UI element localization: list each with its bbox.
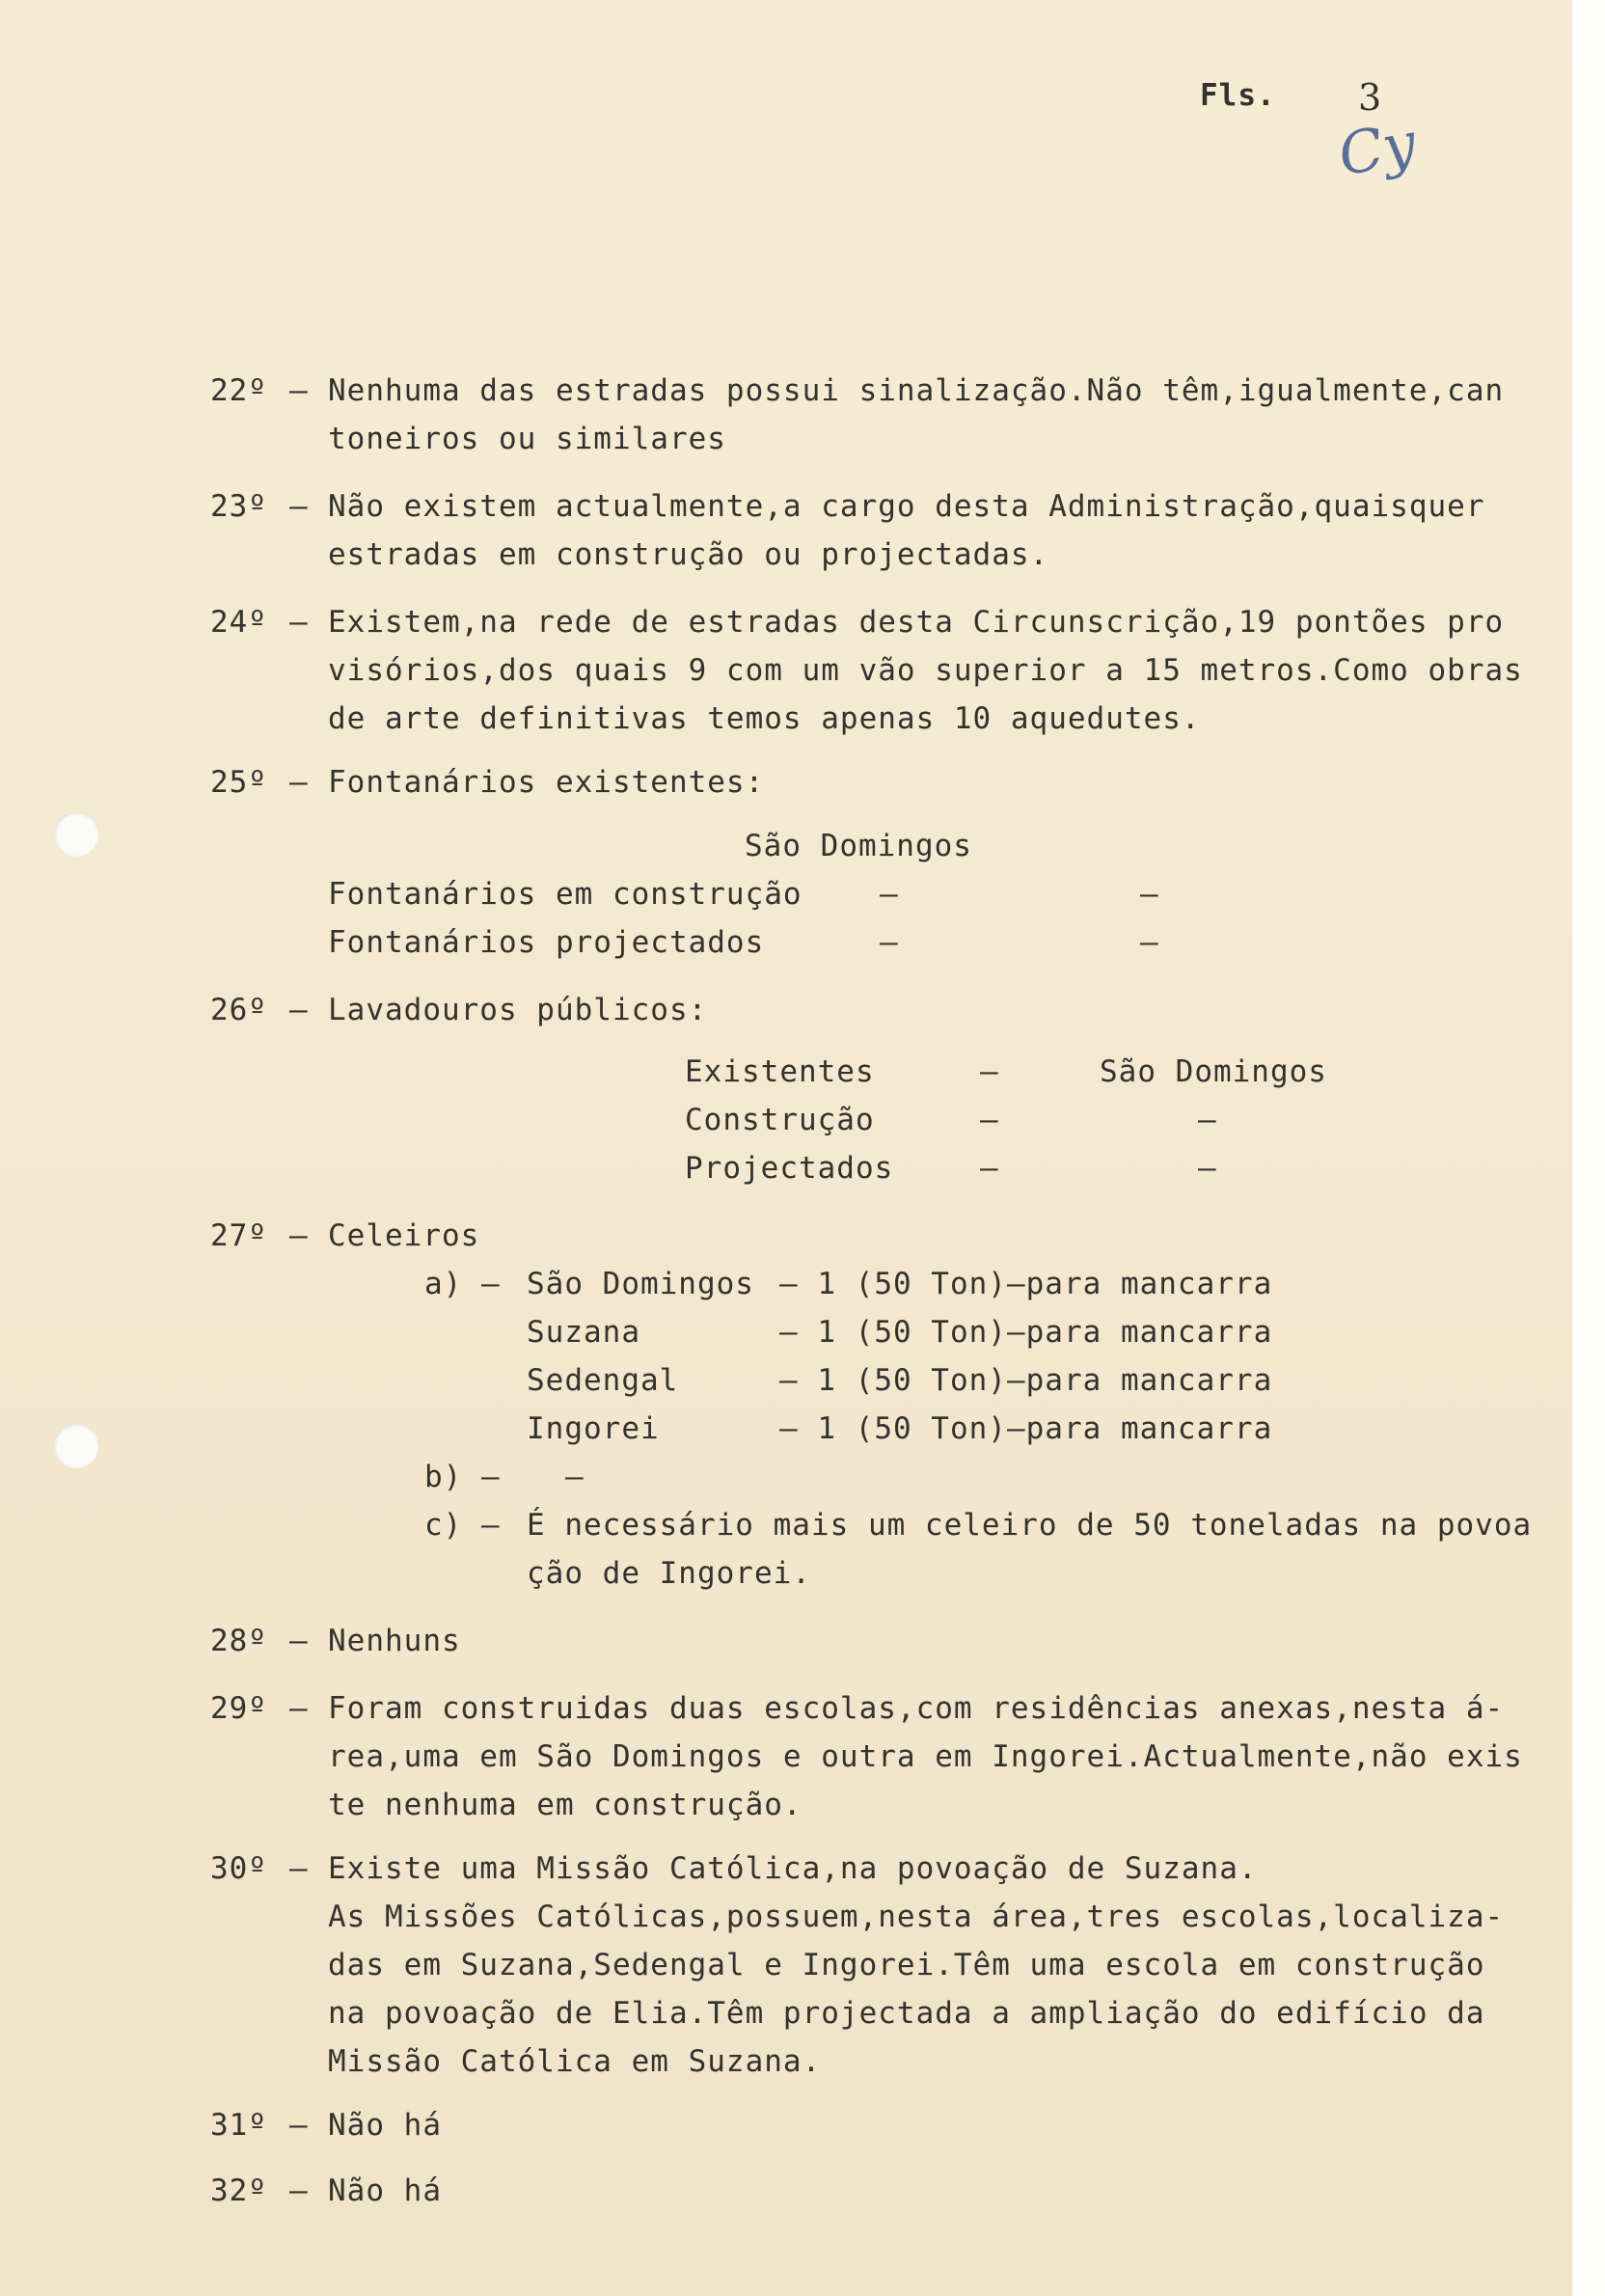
text-line: toneiros ou similares	[328, 422, 726, 456]
item-23-text	[328, 482, 1605, 579]
item-number: 23º	[210, 489, 267, 524]
sub-label-c: c) –	[424, 1508, 501, 1543]
text-line: Nenhuns	[328, 1624, 461, 1658]
lavadouros-row-value: –	[1198, 1151, 1217, 1186]
dash: –	[289, 2173, 309, 2208]
text-line: É necessário mais um celeiro de 50 toneladas na povoa	[527, 1508, 1533, 1543]
item-number: 29º	[210, 1691, 267, 1726]
item-number: 27º	[210, 1218, 267, 1253]
dash: –	[289, 605, 309, 640]
item-number: 31º	[210, 2108, 267, 2143]
dash: –	[980, 1103, 999, 1137]
dash: –	[289, 489, 309, 524]
dash: –	[565, 1460, 585, 1494]
dash: –	[289, 1624, 309, 1658]
lavadouros-row-value: –	[1198, 1103, 1217, 1137]
text-line: Foram construidas duas escolas,com residências anexas,nesta á-	[328, 1691, 1505, 1726]
sub-label-a: a) –	[424, 1267, 501, 1301]
celeiro-place: Sedengal	[527, 1363, 679, 1398]
lavadouros-row-value: São Domingos	[1100, 1054, 1327, 1089]
item-number: 30º	[210, 1851, 267, 1886]
lavadouros-row-label: Projectados	[685, 1151, 894, 1186]
dash: –	[980, 1151, 999, 1186]
item-27-text: Celeiros	[328, 1218, 480, 1253]
dash: –	[289, 2108, 309, 2143]
item-number: 26º	[210, 993, 267, 1027]
punch-hole-top	[54, 812, 98, 857]
celeiro-place: Ingorei	[527, 1411, 660, 1446]
text-line: estradas em construção ou projectadas.	[328, 537, 1049, 572]
celeiro-value: – 1 (50 Ton)–para mancarra	[779, 1363, 1273, 1398]
text-line: As Missões Católicas,possuem,nesta área,tres escolas,localiza-	[328, 1900, 1505, 1934]
celeiro-place: São Domingos	[527, 1267, 754, 1301]
item-number: 24º	[210, 605, 267, 640]
dash: –	[289, 993, 309, 1027]
celeiro-value: – 1 (50 Ton)–para mancarra	[779, 1411, 1273, 1446]
dash: –	[289, 1691, 309, 1726]
dash: –	[289, 765, 309, 800]
item-31-text	[328, 2101, 1605, 2149]
dash: –	[289, 1218, 309, 1253]
text-line: Existem,na rede de estradas desta Circunscrição,19 pontões pro	[328, 605, 1505, 640]
item-32-text	[328, 2167, 1605, 2215]
text-line: Nenhuma das estradas possui sinalização.Não têm,igualmente,can	[328, 373, 1505, 408]
dash: –	[1140, 877, 1159, 912]
item-30-text	[328, 1845, 1605, 2086]
dash: –	[880, 925, 899, 960]
lavadouros-row-label: Existentes	[685, 1054, 875, 1089]
text-line: ção de Ingorei.	[527, 1556, 811, 1591]
dash: –	[880, 877, 899, 912]
item-22-text	[328, 367, 1605, 463]
text-line: de arte definitivas temos apenas 10 aquedutes.	[328, 701, 1201, 736]
text-line: visórios,dos quais 9 com um vão superior a 15 metros.Como obras	[328, 653, 1523, 688]
dash: –	[1140, 925, 1159, 960]
item-29-text	[328, 1684, 1605, 1829]
item-24-text	[328, 598, 1605, 743]
item-27c-text	[527, 1501, 1568, 1598]
celeiro-place: Suzana	[527, 1315, 640, 1350]
sub-label-b: b) –	[424, 1460, 501, 1494]
fontanarios-row-label: Fontanários em construção	[328, 877, 802, 912]
text-line: das em Suzana,Sedengal e Ingorei.Têm uma escola em construção	[328, 1948, 1485, 1982]
fontanarios-row-label: Fontanários projectados	[328, 925, 765, 960]
punch-hole-bottom	[54, 1424, 98, 1468]
item-number: 32º	[210, 2173, 267, 2208]
text-line: Missão Católica em Suzana.	[328, 2044, 822, 2079]
text-line: Fontanários existentes:	[328, 765, 765, 800]
text-line: te nenhuma em construção.	[328, 1788, 802, 1822]
celeiro-value: – 1 (50 Ton)–para mancarra	[779, 1315, 1273, 1350]
dash: –	[289, 1851, 309, 1886]
text-line: Não há	[328, 2173, 442, 2208]
text-line: rea,uma em São Domingos e outra em Ingorei.Actualmente,não exis	[328, 1739, 1523, 1774]
text-line: na povoação de Elia.Têm projectada a ampliação do edifício da	[328, 1996, 1485, 2031]
text-line: Não existem actualmente,a cargo desta Administração,quaisquer	[328, 489, 1485, 524]
fls-label: Fls.	[1200, 78, 1276, 113]
dash: –	[289, 373, 309, 408]
lavadouros-row-label: Construção	[685, 1103, 875, 1137]
fontanarios-header: São Domingos	[745, 829, 972, 863]
item-number: 22º	[210, 373, 267, 408]
item-number: 25º	[210, 765, 267, 800]
celeiro-value: – 1 (50 Ton)–para mancarra	[779, 1267, 1273, 1301]
text-line: Não há	[328, 2108, 442, 2143]
handwritten-initials: Cy	[1333, 109, 1422, 190]
dash: –	[980, 1054, 999, 1089]
item-number: 28º	[210, 1624, 267, 1658]
text-line: Existe uma Missão Católica,na povoação de Suzana.	[328, 1851, 1258, 1886]
page-number: 3	[1358, 76, 1383, 119]
item-28-text	[328, 1617, 1605, 1665]
item-26-text: Lavadouros públicos:	[328, 993, 708, 1027]
item-25-text	[328, 758, 1605, 806]
